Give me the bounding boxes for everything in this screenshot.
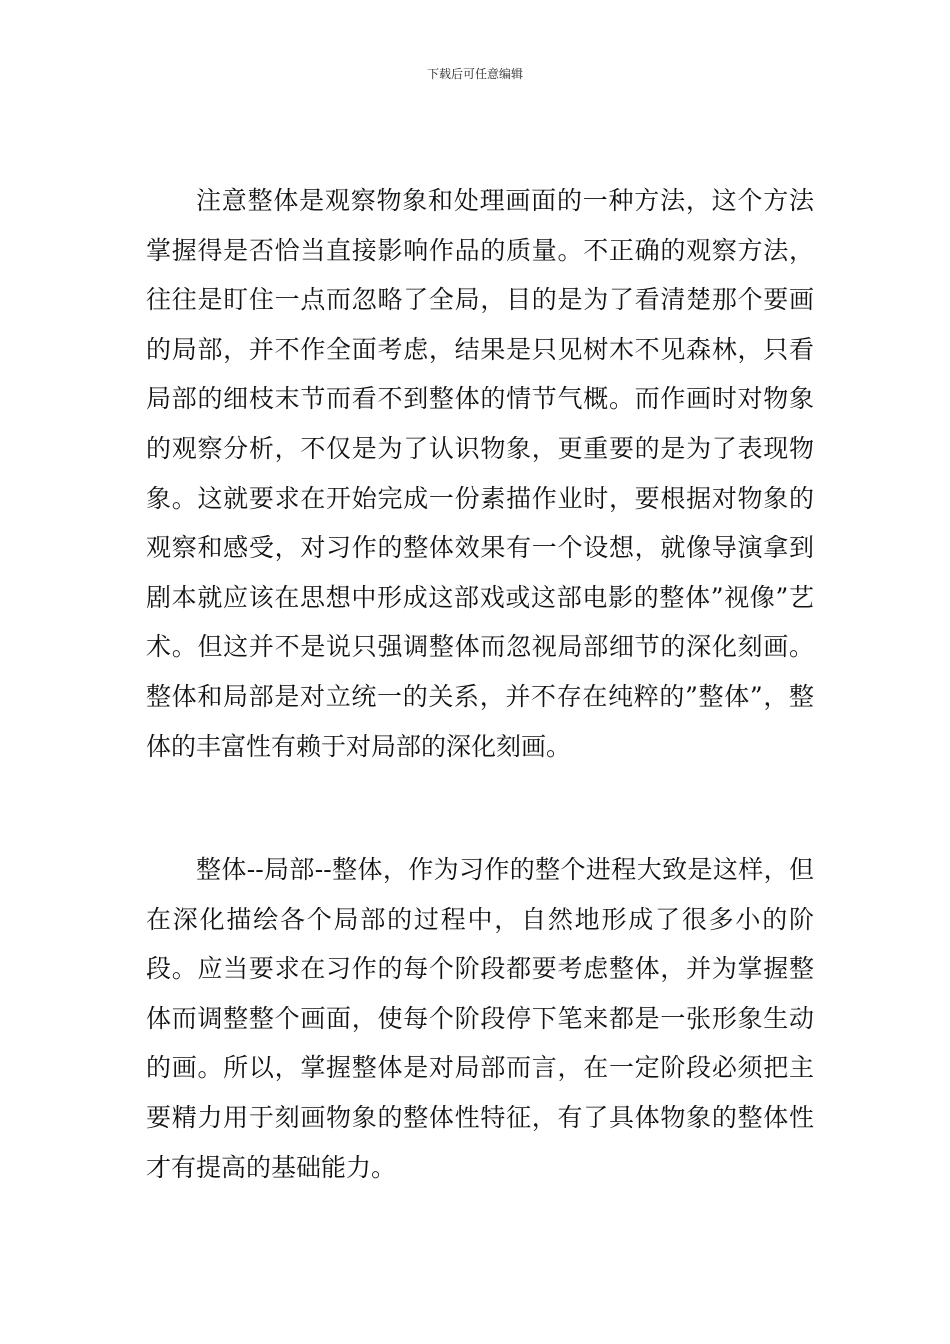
header-note: 下载后可任意编辑 bbox=[426, 67, 523, 81]
paragraph-1: 注意整体是观察物象和处理画面的一种方法，这个方法掌握得是否恰当直接影响作品的质量。不正确的观察方法，往往是盯住一点而忽略了全局，目的是为了看清楚那个要画的局部，并不作全面考虑，结果是只见树木不见森林，只看局部的细枝末节而看不到整体的情节气概。而作画时对物象的观察分析，不仅是为了认识物象，更重要的是为了表现物象。这就要求在开始完成一份素描作业时，要根据对物象的观察和感受，对习作的整体效果有一个设想，就像导演拿到剧本就应该在思想中形成这部戏或这部电影的整体”视像”艺术。但这并不是说只强调整体而忽视局部细节的深化刻画。整体和局部是对立统一的关系，并不存在纯粹的”整体”，整体的丰富性有赖于对局部的深化刻画。 bbox=[146, 186, 814, 761]
paragraph-2: 整体--局部--整体，作为习作的整个进程大致是这样，但在深化描绘各个局部的过程中，自然地形成了很多小的阶段。应当要求在习作的每个阶段都要考虑整体，并为掌握整体而调整整个画面，使每个阶段停下笔来都是一张形象生动的画。所以，掌握整体是对局部而言，在一定阶段必须把主要精力用于刻画物象的整体性特征，有了具体物象的整体性才有提高的基础能力。 bbox=[146, 855, 814, 1182]
